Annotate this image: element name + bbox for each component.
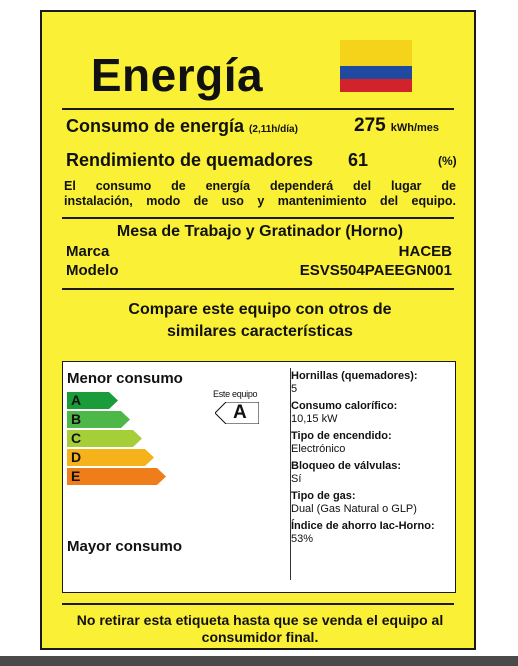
energy-class-bar-a [67,392,119,409]
spec-label: Hornillas (quemadores): [291,370,418,382]
consumption-note: (2,11h/día) [249,124,298,135]
burner-efficiency-unit: (%) [438,154,457,168]
footer-line-2: consumidor final. [201,629,319,645]
rating-panel [62,361,456,593]
energy-class-bar-c [67,430,143,447]
spec-value: 10,15 kW [291,413,338,425]
spec-value: Dual (Gas Natural o GLP) [291,503,417,515]
footer-notice [42,612,478,646]
spec-value: 53% [291,533,314,545]
divider [62,603,454,605]
spec-value: Sí [291,473,302,485]
consumption-unit: kWh/mes [390,122,440,134]
compare-line-1: Compare este equipo con otros de [128,301,392,318]
spec-label: Tipo de gas: [291,490,356,502]
divider [62,108,454,110]
description-line-1: El consumo de energía dependerá del lugar de [64,179,456,193]
consumption-label: Consumo de energía [66,116,245,136]
colombia-flag-icon [340,40,412,92]
consumption-value-wrap [354,115,439,137]
compare-text [42,299,478,343]
energy-class-letter: C [71,430,82,446]
consumption-description [64,179,456,209]
spec-label: Bloqueo de válvulas: [291,460,402,472]
consumption-row [66,116,298,137]
energy-class-bar-d [67,449,155,466]
energy-label [40,10,476,650]
model-value: ESVS504PAEEGN001 [299,262,452,279]
model-label: Modelo [66,262,119,279]
spec-label: Consumo calorífico: [291,400,398,412]
label-title: Energía [90,49,264,101]
consumption-value: 275 [354,115,386,136]
energy-class-letter: B [71,411,82,427]
this-equipment-label: Este equipo [213,389,258,399]
spec-label: Índice de ahorro Iac-Horno: [291,520,435,532]
description-line-2: instalación, modo de uso y mantenimiento del equipo. [64,194,456,208]
scale-top-label: Menor consumo [67,370,183,387]
energy-class-bar-b [67,411,131,428]
energy-class-shape [67,468,167,485]
spec-value: Electrónico [291,443,346,455]
divider [62,217,454,219]
divider [62,288,454,290]
spec-value: 5 [291,383,298,395]
product-name: Mesa de Trabajo y Gratinador (Horno) [116,223,404,240]
burner-efficiency-label: Rendimiento de quemadores [66,150,314,170]
scale-bottom-label: Mayor consumo [67,538,183,555]
burner-efficiency-value: 61 [348,150,369,170]
bottom-bar [0,656,518,666]
energy-class-letter: A [71,392,82,408]
brand-label: Marca [66,243,110,260]
footer-line-1: No retirar esta etiqueta hasta que se venda el equipo al [76,612,444,628]
energy-class-bar-e [67,468,167,485]
compare-line-2: similares características [167,323,353,340]
rating-letter: A [233,402,247,423]
spec-label: Tipo de encendido: [291,430,392,442]
energy-class-letter: E [71,468,81,484]
energy-class-letter: D [71,449,82,465]
brand-value: HACEB [398,243,452,260]
